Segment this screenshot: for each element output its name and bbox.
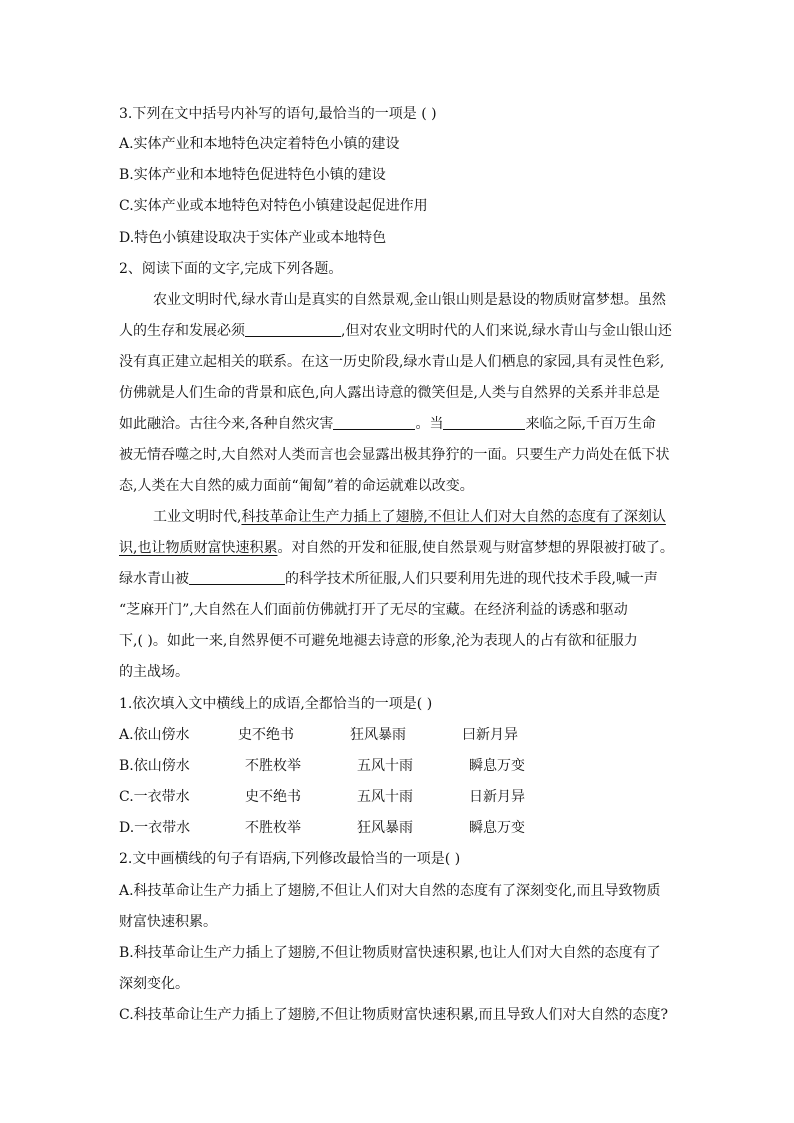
p2-text: 工业文明时代, <box>153 509 242 525</box>
q2-stem: 2.文中画横线的句子有语病,下列修改最恰当的一项是( ) <box>119 851 461 867</box>
p1-line: 没有真正建立起相关的联系。在这一历史阶段,绿水青山是人们栖息的家园,具有灵性色彩, <box>119 354 665 370</box>
p1-text: 。当 <box>415 416 444 432</box>
q1-option-idiom: 不胜枚举 <box>245 758 301 774</box>
q2-option-b-cont: 深刻变化。 <box>119 976 189 992</box>
p1-line <box>119 321 672 341</box>
q1-option-label: B.依山傍水 <box>119 758 190 774</box>
p1-text: 人的生存和发展必须 <box>119 323 245 339</box>
q1-option-idiom: 瞬息万变 <box>469 758 525 774</box>
q2-option-a: A.科技革命让生产力插上了翅膀,不但让人们对大自然的态度有了深刻变化,而且导致物质 <box>119 883 661 899</box>
p2-text: 绿水青山被 <box>119 571 189 587</box>
p2-line <box>153 507 666 527</box>
q2-option-a-cont: 财富快速积累。 <box>119 914 217 930</box>
q1-option-idiom: 曰新月异 <box>462 727 518 743</box>
p2-line <box>119 569 658 589</box>
q3-option-d: D.特色小镇建设取决于实体产业或本地特色 <box>119 230 387 246</box>
q2-option-b: B.科技革命让生产力插上了翅膀,不但让物质财富快速积累,也让人们对大自然的态度有了 <box>119 945 661 961</box>
q1-option-idiom: 五风十雨 <box>357 789 413 805</box>
p2-line: 下,( )。如此一来,自然界便不可避免地褪去诗意的形象,沦为表现人的占有欲和征服力 <box>119 633 638 649</box>
q1-option-label: A.依山傍水 <box>119 727 190 743</box>
p1-line <box>119 414 656 434</box>
underlined-sentence: 识,也让物质财富快速积累 <box>119 540 278 556</box>
q1-option-idiom: 五风十雨 <box>357 758 413 774</box>
q1-option-idiom: 不胜枚举 <box>245 820 301 836</box>
q3-option-a: A.实体产业和本地特色决定着特色小镇的建设 <box>119 136 400 152</box>
p2-line: 的主战场。 <box>119 664 189 680</box>
fill-blank-1 <box>245 322 341 337</box>
q3-option-c: C.实体产业或本地特色对特色小镇建设起促进作用 <box>119 198 428 214</box>
p1-line: 农业文明时代,绿水青山是真实的自然景观,金山银山则是悬设的物质财富梦想。虽然 <box>153 292 666 308</box>
p1-text: 来临之际,千百万生命 <box>525 416 656 432</box>
q1-option-idiom: 狂风暴雨 <box>357 820 413 836</box>
fill-blank-4 <box>189 570 285 585</box>
q1-option-idiom: 狂风暴雨 <box>350 727 406 743</box>
underlined-sentence: 科技革命让生产力插上了翅膀,不但让人们对大自然的态度有了深刻认 <box>241 509 666 525</box>
q1-stem: 1.依次填入文中横线上的成语,全都恰当的一项是( ) <box>119 696 433 712</box>
q1-option-idiom: 日新月异 <box>469 789 525 805</box>
q1-option-idiom: 史不绝书 <box>238 727 294 743</box>
fill-blank-2 <box>333 415 415 430</box>
p2-line: “芝麻开门”,大自然在人们面前仿佛就打开了无尽的宝藏。在经济利益的诱惑和驱动 <box>119 602 628 618</box>
q1-option-label: D.一衣带水 <box>119 820 191 836</box>
q1-option-idiom: 瞬息万变 <box>469 820 525 836</box>
p2-line <box>119 538 674 558</box>
section2-heading: 2、阅读下面的文字,完成下列各题。 <box>119 261 343 277</box>
p2-text: 。对自然的开发和征服,使自然景观与财富梦想的界限被打破了。 <box>277 540 674 556</box>
p1-text: 如此融洽。古往今来,各种自然灾害 <box>119 416 334 432</box>
q3-stem: 3.下列在文中括号内补写的语句,最恰当的一项是 ( ) <box>119 106 437 122</box>
fill-blank-3 <box>443 415 525 430</box>
p1-text: ,但对农业文明时代的人们来说,绿水青山与金山银山还 <box>341 323 672 339</box>
q1-option-idiom: 史不绝书 <box>245 789 301 805</box>
q1-option-label: C.一衣带水 <box>119 789 190 805</box>
q3-option-b: B.实体产业和本地特色促进特色小镇的建设 <box>119 167 386 183</box>
p1-line: 仿佛就是人们生命的背景和底色,向人露出诗意的微笑但是,人类与自然界的关系并非总是 <box>119 385 660 401</box>
p1-line: 被无情吞噬之时,大自然对人类而言也会显露出极其狰狞的一面。只要生产力尚处在低下状 <box>119 447 670 463</box>
p2-text: 的科学技术所征服,人们只要利用先进的现代技术手段,喊一声 <box>285 571 658 587</box>
p1-line: 态,人类在大自然的威力面前“匍匐”着的命运就难以改变。 <box>119 478 474 494</box>
q2-option-c: C.科技革命让生产力插上了翅膀,不但让物质财富快速积累,而且导致人们对大自然的态度? <box>119 1007 669 1023</box>
